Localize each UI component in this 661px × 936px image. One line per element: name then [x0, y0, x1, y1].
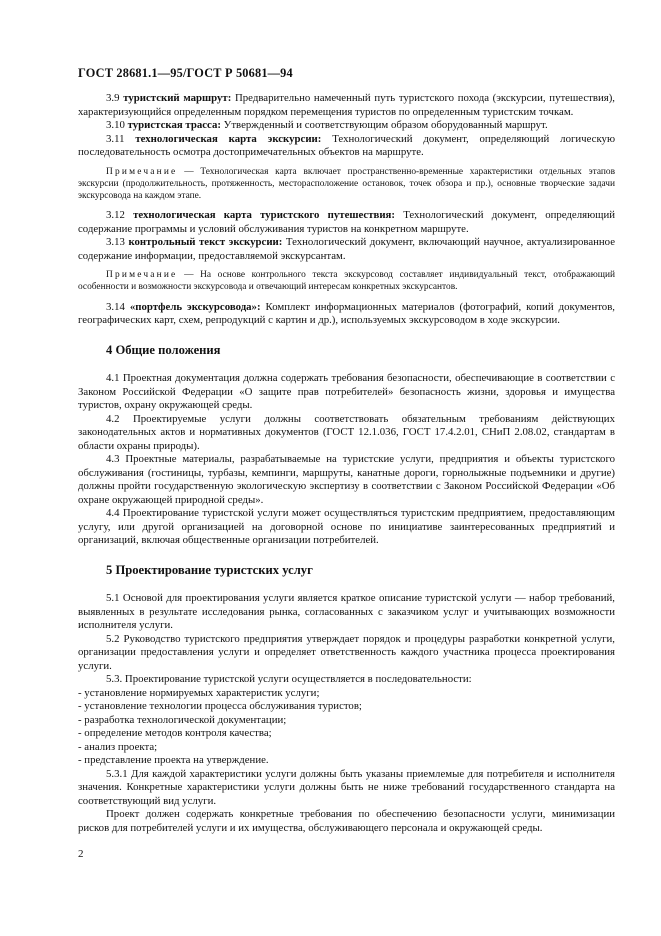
- definition-text: Комплект информационных материалов (фотографий, копий документов, географических карт, схем, репродукций с картин и др.), используемых экскурсоводом в ходе экскурсии.: [78, 300, 615, 327]
- definition-3-14: [78, 301, 615, 328]
- document-body: [78, 92, 615, 835]
- note-text: — Технологическая карта включает пространственно-временные характеристики отдельных этапов экскурсии (продолжительность, протяженность, месторасположение остановок, точек обзора и пр.), основные творческие задачи экскурсовода на каждом этапе.: [78, 166, 616, 201]
- definition-text: Технологический документ, определяющий содержание программы и условий обслуживания туристов на конкретном маршруте.: [78, 209, 616, 235]
- section-4-heading: 4 Общие положения: [106, 342, 221, 357]
- term: технологическая карта туристского путешествия:: [133, 209, 395, 222]
- note-label: Примечание: [106, 270, 178, 281]
- definition-text: Технологический документ, включающий научное, актуализированное содержание информации, предоставляемой экскурсантам.: [78, 236, 615, 262]
- note-text: — На основе контрольного текста экскурсовод составляет индивидуальный текст, отображающий особенности и возможности экскурсовода и отвечающий интересам конкретных экскурсантов.: [78, 270, 616, 293]
- list-item: - анализ проекта;: [78, 741, 615, 755]
- clause-number: 3.9: [106, 92, 120, 104]
- term: туристская трасса:: [127, 119, 221, 131]
- paragraph-4-3: 4.3 Проектные материалы, разрабатываемые на туристские услуги, предприятия и объекты туристского обслуживания (гостиницы, турбазы, кемпинги, маршруты, канатные дороги, горнолыжные подъемники и другие) должны пройти государственную экологическую экспертизу в соответствии с Законом Российской Федерации «Об охране окружающей природной среды».: [78, 453, 615, 506]
- term: «портфель экскурсовода»:: [129, 300, 261, 313]
- section-5-heading: 5 Проектирование туристских услуг: [106, 562, 313, 577]
- definition-3-11: [78, 133, 615, 160]
- clause-number: 3.10: [106, 119, 125, 131]
- page-number: 2: [78, 848, 84, 860]
- definition-text: Технологический документ, определяющий логическую последовательность осмотра достопримечательных объектов на маршруте.: [78, 132, 616, 158]
- paragraph-4-1: 4.1 Проектная документация должна содержать требования безопасности, обеспечивающие в соответствии с Законом Российской Федерации «О защите прав потребителей» безопасность жизни, здоровья и имущества туристов, охрану окружающей среды.: [78, 372, 615, 412]
- paragraph-5-3: 5.3. Проектирование туристской услуги осуществляется в последовательности:: [106, 673, 472, 686]
- definition-3-13: [78, 236, 615, 263]
- term: туристский маршрут:: [123, 92, 232, 104]
- term: контрольный текст экскурсии:: [128, 236, 283, 249]
- definition-text: Предварительно намеченный путь туристского похода (экскурсии, путешествия), характеризующийся определенным порядком перемещения туристов по определенным туристским точкам.: [78, 92, 616, 118]
- list-item: - установление нормируемых характеристик услуги;: [78, 687, 615, 701]
- list-item: - представление проекта на утверждение.: [78, 754, 615, 768]
- note-2: [78, 269, 615, 293]
- paragraph-project-requirements: Проект должен содержать конкретные требования по обеспечению безопасности услуги, минимизации рисков для потребителей услуги и их имущества, обслуживающего персонала и окружающей среды.: [78, 808, 615, 834]
- definition-text: Утвержденный и соответствующим образом оборудованный маршрут.: [223, 119, 548, 131]
- note-1: [78, 166, 615, 203]
- clause-number: 3.13: [106, 236, 125, 249]
- list-item: - разработка технологической документации;: [78, 714, 615, 728]
- definition-3-12: [78, 209, 615, 236]
- definition-3-10: [78, 119, 615, 133]
- list-item: - установление технологии процесса обслуживания туристов;: [78, 700, 615, 714]
- clause-number: 3.14: [106, 300, 125, 313]
- design-steps-list: [78, 687, 615, 768]
- clause-number: 3.12: [106, 209, 125, 222]
- document-header: ГОСТ 28681.1—95/ГОСТ Р 50681—94: [78, 66, 293, 80]
- paragraph-5-1: 5.1 Основой для проектирования услуги является краткое описание туристской услуги — набор требований, выявленных в результате исследования рынка, согласованных с заказчиком услуг и учитывающих возможности исполнителя услуги.: [78, 592, 615, 632]
- paragraph-4-4: 4.4 Проектирование туристской услуги может осуществляться туристским предприятием, предоставляющим услугу, или другой организацией на договорной основе по инициативе заинтересованных предприятий и организаций, включая общественные организации потребителей.: [78, 507, 615, 547]
- note-label: Примечание: [106, 166, 178, 177]
- clause-number: 3.11: [106, 132, 125, 145]
- term: технологическая карта экскурсии:: [135, 132, 322, 145]
- definition-3-9: [78, 92, 615, 119]
- paragraph-5-2: 5.2 Руководство туристского предприятия утверждает порядок и процедуры разработки конкретной услуги, организации предоставления услуги и определяет ответственность каждого участника процесса проектирования услуги.: [78, 632, 615, 672]
- paragraph-4-2: 4.2 Проектируемые услуги должны соответствовать обязательным требованиям действующих законодательных актов и нормативных документов (ГОСТ 12.1.036, ГОСТ 17.4.2.01, СНиП 2.08.02, стандартам в области охраны природы).: [78, 412, 615, 452]
- paragraph-5-3-1: 5.3.1 Для каждой характеристики услуги должны быть указаны приемлемые для потребителя и исполнителя значения. Конкретные характеристики услуги должны быть не ниже требований государственного стандарта на соответствующий вид услуги.: [78, 767, 615, 807]
- list-item: - определение методов контроля качества;: [78, 727, 615, 741]
